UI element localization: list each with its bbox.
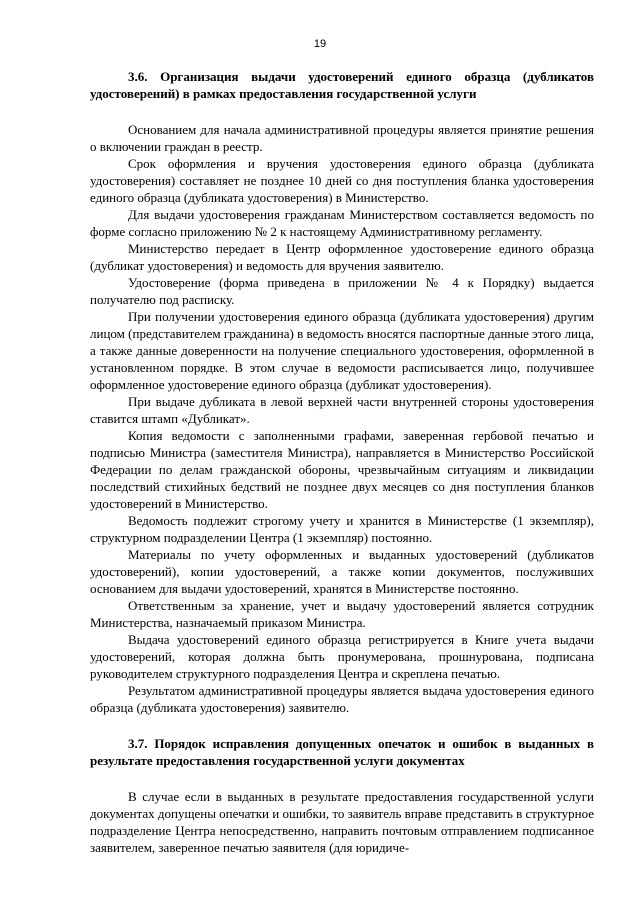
paragraph: При выдаче дубликата в левой верхней части внутренней стороны удостоверения ставится штамп «Дубликат». bbox=[90, 394, 594, 426]
section-heading-3-6: 3.6. Организация выдачи удостоверений единого образца (дубликатов удостоверений) в рамках предоставления государственной услуги bbox=[90, 69, 594, 101]
paragraph: В случае если в выданных в результате предоставления государственной услуги документах допущены опечатки и ошибки, то заявитель вправе представить в структурное подразделение Центра непосредственно, направить почтовым отправлением подписанное заявителем, заверенное печатью заявителя (для юридиче- bbox=[90, 789, 594, 855]
paragraph: Выдача удостоверений единого образца регистрируется в Книге учета выдачи удостоверений, которая должна быть пронумерована, прошнурована, подписана руководителем структурного подразделения Центра и скреплена печатью. bbox=[90, 632, 594, 681]
page-content bbox=[90, 68, 594, 856]
section-spacer bbox=[90, 716, 594, 735]
paragraph: Для выдачи удостоверения гражданам Министерством составляется ведомость по форме согласно приложению № 2 к настоящему Административному регламенту. bbox=[90, 207, 594, 239]
paragraph: Копия ведомости с заполненными графами, заверенная гербовой печатью и подписью Министра (заместителя Министра), направляется в Министерство Российской Федерации по делам гражданской обороны, чрезвычайным ситуациям и ликвидации последствий стихийных бедствий не позднее двух месяцев со дня поступления бланков удостоверений в Министерство. bbox=[90, 428, 594, 511]
paragraph: При получении удостоверения единого образца (дубликата удостоверения) другим лицом (представителем гражданина) в ведомость вносятся паспортные данные этого лица, а также данные доверенности на получение специального удостоверения, оформленной в установленном порядке. В этом случае в ведомости расписывается лицо, получившее оформленное удостоверение единого образца (дубликат удостоверения). bbox=[90, 309, 594, 392]
paragraph: Материалы по учету оформленных и выданных удостоверений (дубликатов удостоверений), копии удостоверений, а также копии документов, послуживших основанием для выдачи удостоверений, хранятся в Министерстве постоянно. bbox=[90, 547, 594, 596]
paragraph: Результатом административной процедуры является выдача удостоверения единого образца (дубликата удостоверения) заявителю. bbox=[90, 683, 594, 715]
heading-spacer bbox=[90, 769, 594, 788]
paragraph: Основанием для начала административной процедуры является принятие решения о включении граждан в реестр. bbox=[90, 122, 594, 154]
paragraph: Срок оформления и вручения удостоверения единого образца (дубликата удостоверения) составляет не позднее 10 дней со дня поступления бланка удостоверения единого образца (дубликата удостоверения) в Министерство. bbox=[90, 156, 594, 205]
paragraph: Ведомость подлежит строгому учету и хранится в Министерстве (1 экземпляр), структурном подразделении Центра (1 экземпляр) постоянно. bbox=[90, 513, 594, 545]
paragraph: Удостоверение (форма приведена в приложении № 4 к Порядку) выдается получателю под расписку. bbox=[90, 275, 594, 307]
paragraph: Министерство передает в Центр оформленное удостоверение единого образца (дубликат удостоверения) и ведомость для вручения заявителю. bbox=[90, 241, 594, 273]
paragraph: Ответственным за хранение, учет и выдачу удостоверений является сотрудник Министерства, назначаемый приказом Министра. bbox=[90, 598, 594, 630]
page-number: 19 bbox=[313, 38, 327, 50]
section-heading-3-7: 3.7. Порядок исправления допущенных опечаток и ошибок в выданных в результате предоставления государственной услуги документах bbox=[90, 736, 594, 768]
heading-spacer bbox=[90, 102, 594, 121]
